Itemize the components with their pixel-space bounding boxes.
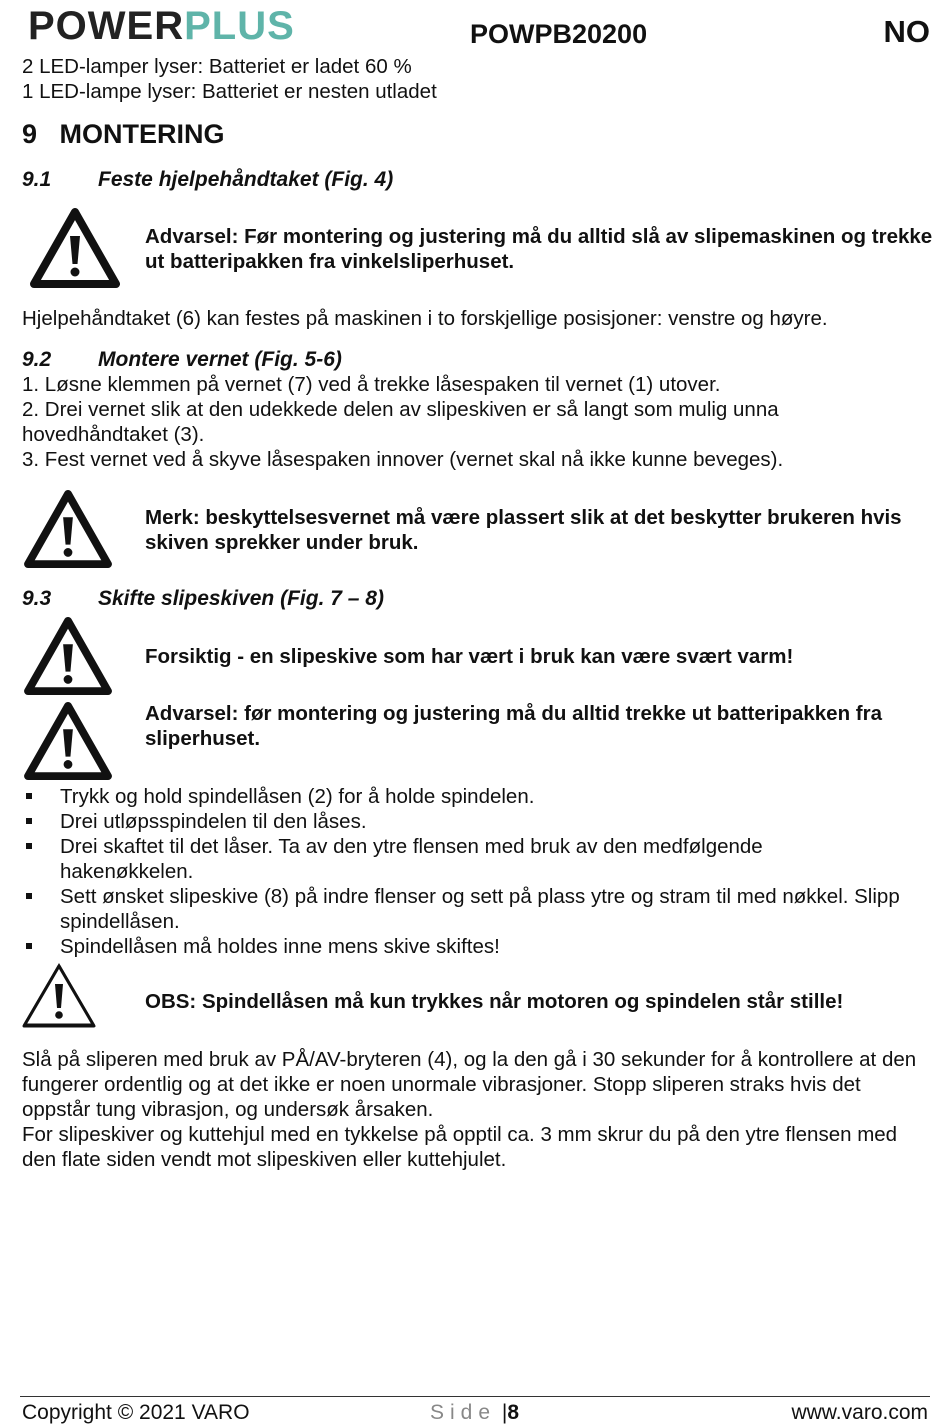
subsection-number: 9.1 bbox=[22, 168, 52, 191]
subsection-number: 9.3 bbox=[22, 587, 52, 610]
page-label: Side bbox=[430, 1401, 497, 1424]
list-item bbox=[22, 784, 922, 809]
battery-warning: Advarsel: før montering og justering må du alltid trekke ut batteripakken fra sliperhuset. bbox=[145, 702, 883, 750]
list-item bbox=[22, 884, 922, 934]
guard-step-3: 3. Fest vernet ved å skyve låsespaken innover (vernet skal nå ikke kunne beveges). bbox=[22, 448, 784, 471]
spindle-lock-notice: OBS: Spindellåsen må kun trykkes når motoren og spindelen står stille! bbox=[145, 990, 844, 1013]
bullet-icon bbox=[22, 784, 60, 809]
guard-step-1: 1. Løsne klemmen på vernet (7) ved å trekke låsespaken til vernet (1) utover. bbox=[22, 373, 721, 396]
subsection-9-3-heading bbox=[22, 586, 384, 612]
guard-note: Merk: beskyttelsesvernet må være plassert slik at det beskytter brukeren hvis skiven sprekker under bruk. bbox=[145, 506, 902, 554]
subsection-9-2-heading bbox=[22, 347, 342, 373]
subsection-title: Skifte slipeskiven (Fig. 7 – 8) bbox=[98, 587, 384, 610]
section-title: 9 MONTERING bbox=[22, 119, 225, 149]
brand-logo-part2: PLUS bbox=[184, 4, 295, 48]
list-item-text: Drei utløpsspindelen til den låses. bbox=[60, 810, 367, 833]
subsection-title: Montere vernet (Fig. 5-6) bbox=[98, 348, 342, 371]
bullet-icon bbox=[22, 934, 60, 959]
handle-positions-text: Hjelpehåndtaket (6) kan festes på maskinen i to forskjellige posisjoner: venstre og høyre. bbox=[22, 307, 828, 330]
disc-change-steps bbox=[22, 784, 922, 959]
bullet-icon bbox=[22, 884, 60, 934]
bullet-icon bbox=[22, 834, 60, 884]
warning-triangle-icon bbox=[22, 700, 114, 782]
website-link[interactable]: www.varo.com bbox=[791, 1401, 928, 1424]
brand-logo bbox=[28, 4, 295, 48]
brand-logo-part1: POWER bbox=[28, 4, 185, 48]
language-code: NO bbox=[883, 14, 930, 49]
list-item-text: Trykk og hold spindellåsen (2) for å holde spindelen. bbox=[60, 785, 535, 808]
hot-disc-caution: Forsiktig - en slipeskive som har vært i bruk kan være svært varm! bbox=[145, 645, 794, 668]
list-item bbox=[22, 834, 922, 884]
copyright: Copyright © 2021 VARO bbox=[22, 1401, 250, 1424]
list-item bbox=[22, 809, 922, 834]
subsection-title: Feste hjelpehåndtaket (Fig. 4) bbox=[98, 168, 394, 191]
list-item-text: Sett ønsket slipeskive (8) på indre flenser og sett på plass ytre og stram til med nøkkel. Slipp spindellåsen. bbox=[60, 885, 900, 933]
page-indicator bbox=[430, 1400, 519, 1426]
list-item bbox=[22, 934, 922, 959]
flange-paragraph: For slipeskiver og kuttehjul med en tykkelse på opptil ca. 3 mm skrur du på den ytre flensen med den flate siden vendt mot slipeskiven eller kuttehjulet. bbox=[22, 1123, 898, 1171]
led-status-line-1: 2 LED-lamper lyser: Batteriet er ladet 60 % bbox=[22, 55, 412, 78]
test-run-paragraph: Slå på sliperen med bruk av PÅ/AV-bryteren (4), og la den gå i 30 sekunder for å kontrollere at den fungerer ordentlig og at det ikke er noen unormale vibrasjoner. Stopp sliperen straks hvis det oppstår tung vibrasjon, og undersøk årsaken. bbox=[22, 1048, 917, 1121]
warning-triangle-icon bbox=[22, 615, 114, 697]
bullet-icon bbox=[22, 809, 60, 834]
list-item-text: Spindellåsen må holdes inne mens skive skiftes! bbox=[60, 935, 500, 958]
warning-triangle-icon bbox=[22, 488, 114, 570]
subsection-number: 9.2 bbox=[22, 348, 52, 371]
page-number: 8 bbox=[507, 1401, 520, 1424]
footer-divider bbox=[20, 1396, 930, 1397]
model-number: POWPB20200 bbox=[470, 19, 648, 49]
attention-triangle-icon bbox=[20, 962, 98, 1030]
list-item-text: Drei skaftet til det låser. Ta av den ytre flensen med bruk av den medfølgende hakenøkkelen. bbox=[60, 835, 763, 883]
page-separator: | bbox=[501, 1401, 508, 1424]
subsection-9-1-heading bbox=[22, 167, 393, 193]
guard-step-2: 2. Drei vernet slik at den udekkede delen av slipeskiven er så langt som mulig unna hovedhåndtaket (3). bbox=[22, 398, 779, 446]
warning-triangle-icon bbox=[28, 206, 122, 290]
assembly-warning: Advarsel: Før montering og justering må du alltid slå av slipemaskinen og trekke ut batteripakken fra vinkelsliperhuset. bbox=[145, 225, 933, 273]
led-status-line-2: 1 LED-lampe lyser: Batteriet er nesten utladet bbox=[22, 80, 437, 103]
